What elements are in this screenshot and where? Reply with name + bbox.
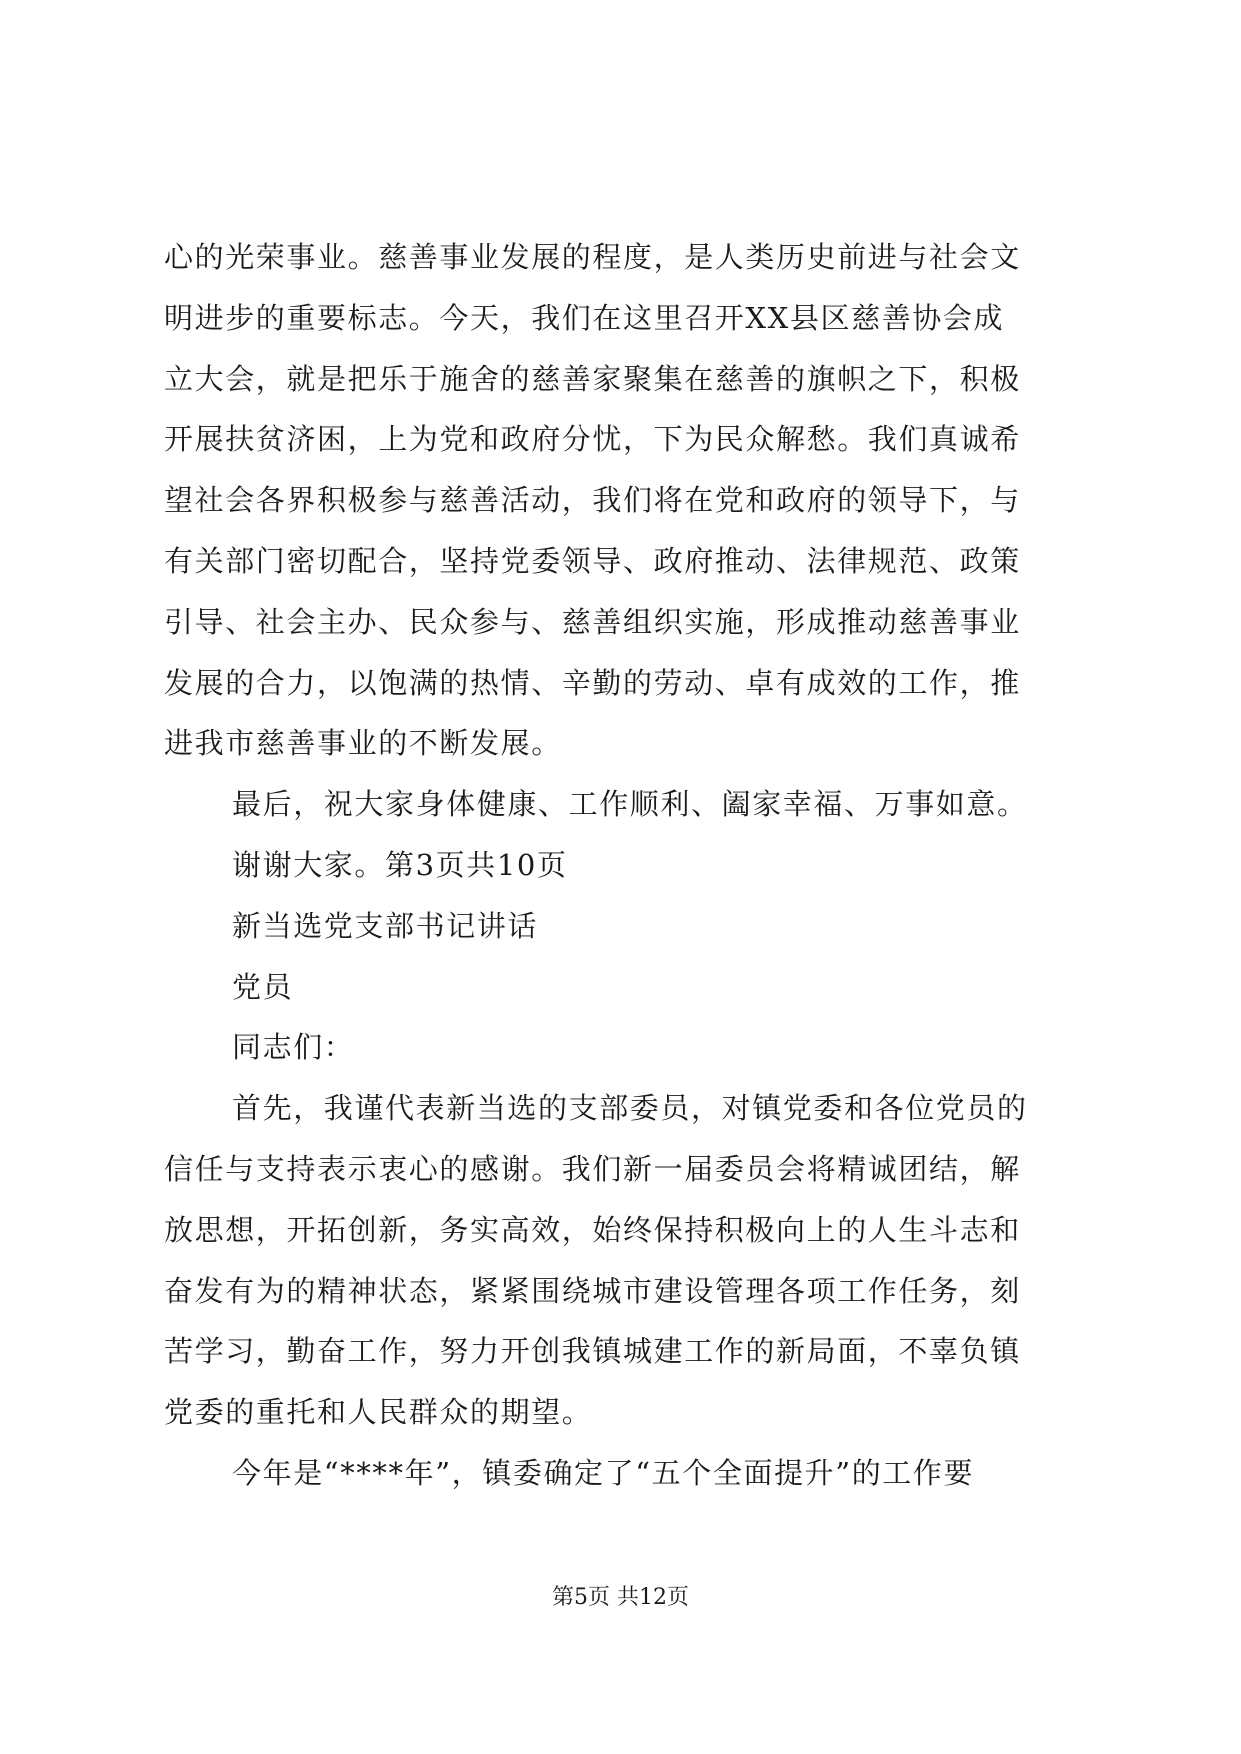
paragraph-line: 奋发有为的精神状态，紧紧围绕城市建设管理各项工作任务，刻 <box>164 1273 1021 1308</box>
thanks-line: 谢谢大家。第3页共10页 <box>232 847 568 882</box>
salutation: 同志们： <box>232 1030 355 1065</box>
paragraph-line: 党委的重托和人民群众的期望。 <box>164 1395 593 1430</box>
paragraph-line: 发展的合力，以饱满的热情、辛勤的劳动、卓有成效的工作，推 <box>164 665 1021 700</box>
paragraph-line: 开展扶贫济困，上为党和政府分忧，下为民众解愁。我们真诚希 <box>164 422 1021 457</box>
paragraph-line: 明进步的重要标志。今天，我们在这里召开XX县区慈善协会成 <box>164 300 1005 335</box>
closing-wishes: 最后，祝大家身体健康、工作顺利、阖家幸福、万事如意。 <box>232 787 1028 822</box>
paragraph-line: 信任与支持表示衷心的感谢。我们新一届委员会将精诚团结，解 <box>164 1151 1021 1186</box>
paragraph-line: 首先，我谨代表新当选的支部委员，对镇党委和各位党员的 <box>232 1091 1028 1126</box>
paragraph-line: 苦学习，勤奋工作，努力开创我镇城建工作的新局面，不辜负镇 <box>164 1334 1021 1369</box>
audience-line: 党员 <box>232 969 294 1004</box>
paragraph-line: 望社会各界积极参与慈善活动，我们将在党和政府的领导下，与 <box>164 483 1021 518</box>
paragraph-line: 引导、社会主办、民众参与、慈善组织实施，形成推动慈善事业 <box>164 604 1021 639</box>
paragraph-line: 心的光荣事业。慈善事业发展的程度，是人类历史前进与社会文 <box>164 240 1021 274</box>
paragraph-line: 放思想，开拓创新，务实高效，始终保持积极向上的人生斗志和 <box>164 1212 1021 1247</box>
paragraph-line: 今年是“****年”，镇委确定了“五个全面提升”的工作要 <box>232 1455 975 1490</box>
section-title: 新当选党支部书记讲话 <box>232 908 539 943</box>
paragraph-line: 进我市慈善事业的不断发展。 <box>164 726 562 761</box>
page-footer: 第5页 共12页 <box>552 1585 689 1610</box>
paragraph-line: 立大会，就是把乐于施舍的慈善家聚集在慈善的旗帜之下，积极 <box>164 361 1021 396</box>
paragraph-line: 有关部门密切配合，坚持党委领导、政府推动、法律规范、政策 <box>164 543 1021 578</box>
document-body <box>164 227 1094 1504</box>
